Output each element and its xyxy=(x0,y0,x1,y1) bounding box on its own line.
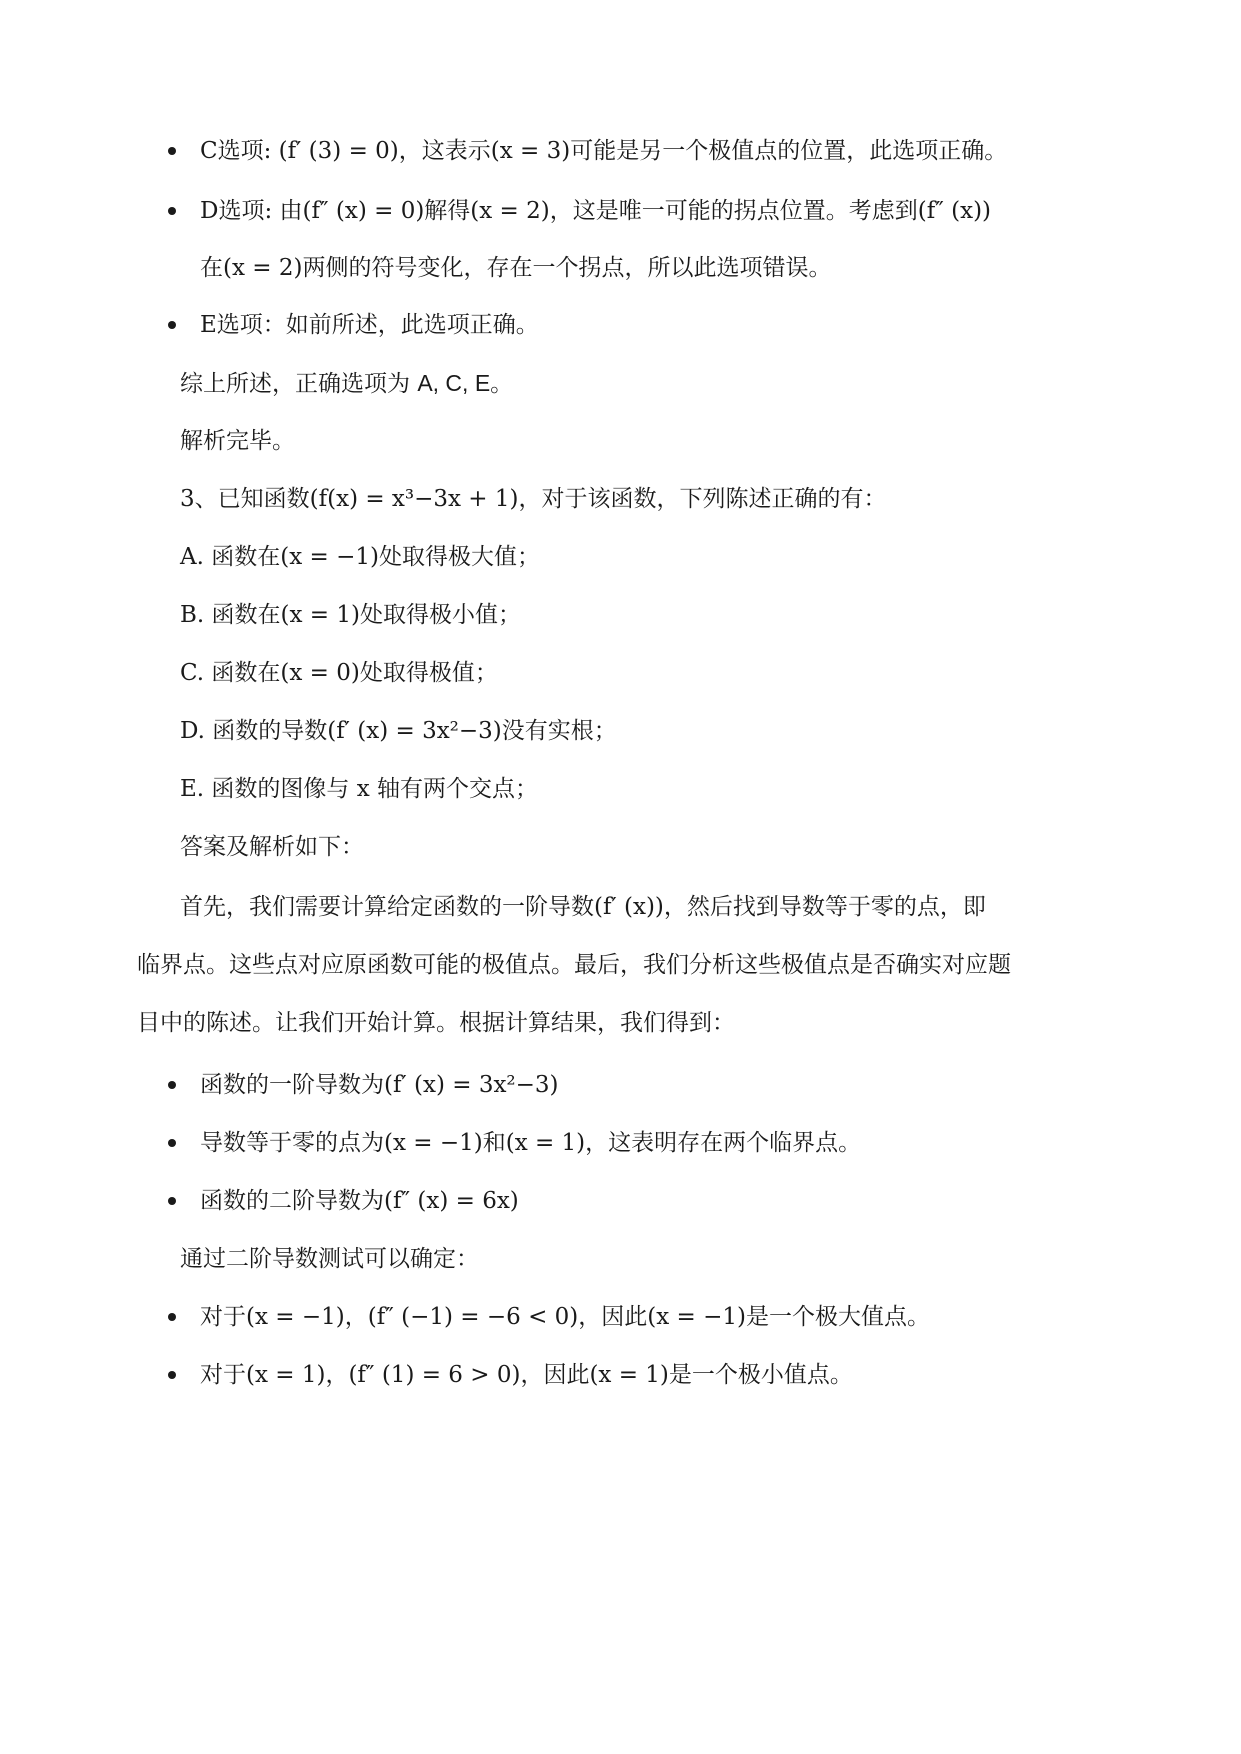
paragraph-line-1: 首先，我们需要计算给定函数的一阶导数(f′ (x))，然后找到导数等于零的点，即 xyxy=(180,894,986,920)
bullet xyxy=(168,321,176,329)
summary-text: 综上所述，正确选项为 xyxy=(180,371,418,397)
bullet xyxy=(168,1081,176,1089)
option-d-analysis-line1: D选项: 由(f″ (x) = 0)解得(x = 2)，这是唯一可能的拐点位置。考虑到(f″ (x)) xyxy=(200,198,992,224)
question-3-stem: 3、已知函数(f(x) = x³−3x + 1)，对于该函数，下列陈述正确的有： xyxy=(180,486,887,512)
test-x-minus-1: 对于(x = −1)，(f″ (−1) = −6 < 0)，因此(x = −1)是一个极大值点。 xyxy=(200,1304,930,1330)
choice-a: A. 函数在(x = −1)处取得极大值； xyxy=(180,544,540,570)
bullet xyxy=(168,207,176,215)
choice-b: B. 函数在(x = 1)处取得极小值； xyxy=(180,602,521,628)
analysis-done: 解析完毕。 xyxy=(180,428,295,454)
second-derivative-test-heading: 通过二阶导数测试可以确定： xyxy=(180,1246,479,1272)
answer-heading: 答案及解析如下： xyxy=(180,834,364,860)
test-x-plus-1: 对于(x = 1)，(f″ (1) = 6 > 0)，因此(x = 1)是一个极小值点。 xyxy=(200,1362,853,1388)
result-second-derivative: 函数的二阶导数为(f″ (x) = 6x) xyxy=(200,1188,519,1214)
paragraph-line-3: 目中的陈述。让我们开始计算。根据计算结果，我们得到： xyxy=(137,1010,735,1036)
result-critical-points: 导数等于零的点为(x = −1)和(x = 1)，这表明存在两个临界点。 xyxy=(200,1130,862,1156)
option-c-analysis: C选项: (f′ (3) = 0)，这表示(x = 3)可能是另一个极值点的位置，此选项正确。 xyxy=(200,138,1008,164)
choice-e: E. 函数的图像与 x 轴有两个交点； xyxy=(180,776,539,802)
bullet xyxy=(168,1139,176,1147)
choice-c: C. 函数在(x = 0)处取得极值； xyxy=(180,660,498,686)
bullet xyxy=(168,1371,176,1379)
summary-end: 。 xyxy=(490,371,514,397)
paragraph-line-2: 临界点。这些点对应原函数可能的极值点。最后，我们分析这些极值点是否确实对应题 xyxy=(137,952,1011,978)
summary-answer: A, C, E xyxy=(417,370,491,396)
choice-d: D. 函数的导数(f′ (x) = 3x²−3)没有实根； xyxy=(180,718,617,744)
bullet xyxy=(168,1313,176,1321)
option-e-analysis: E选项：如前所述，此选项正确。 xyxy=(200,312,539,338)
bullet xyxy=(168,1197,176,1205)
summary xyxy=(180,366,513,401)
bullet xyxy=(168,147,176,155)
result-first-derivative: 函数的一阶导数为(f′ (x) = 3x²−3) xyxy=(200,1072,559,1098)
option-d-analysis-line2: 在(x = 2)两侧的符号变化，存在一个拐点，所以此选项错误。 xyxy=(200,255,832,281)
